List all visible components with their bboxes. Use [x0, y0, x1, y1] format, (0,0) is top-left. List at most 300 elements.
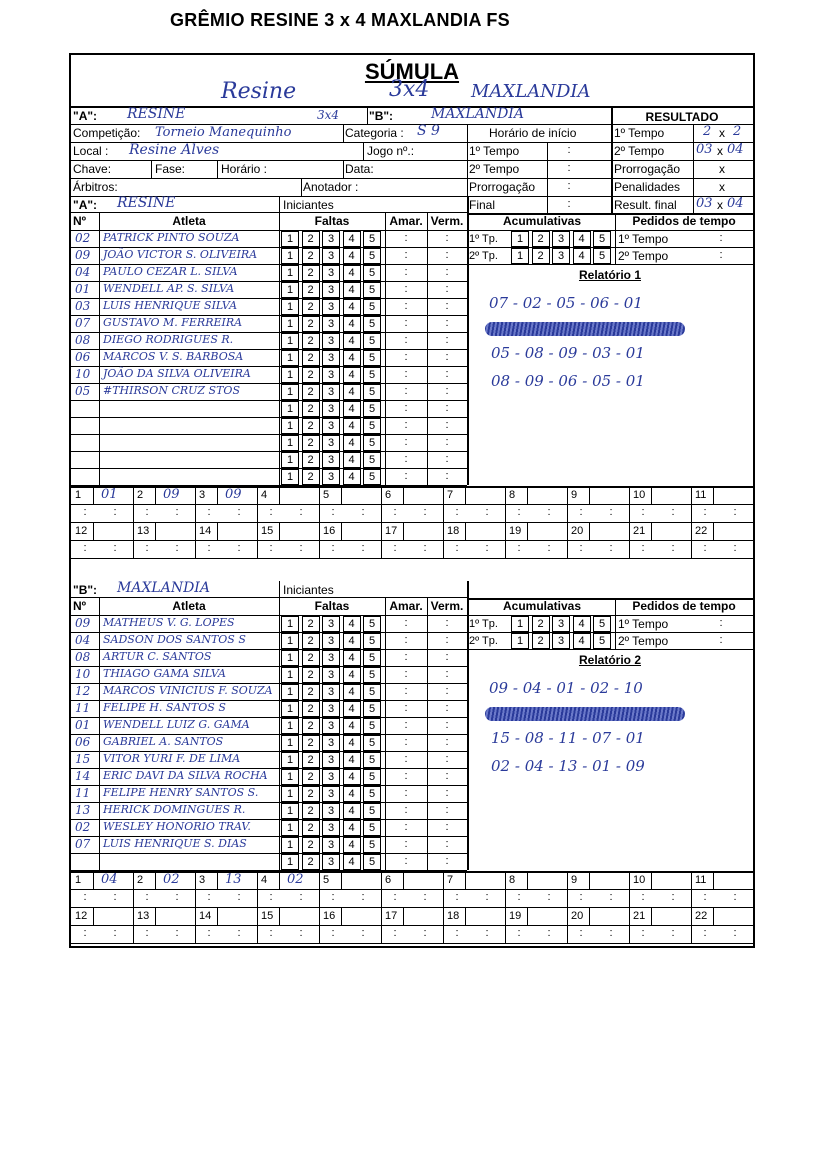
athlete-name: ARTUR C. SANTOS: [103, 650, 212, 663]
athlete-number: 02: [75, 231, 91, 245]
acumulativa-box: 3: [552, 633, 570, 649]
handwritten-team-b: MAXLANDIA: [471, 81, 591, 102]
athlete-number: 06: [75, 735, 91, 749]
divider: [71, 597, 467, 598]
falta-box: 3: [322, 316, 340, 332]
athlete-name: VITOR YURI F. DE LIMA: [103, 752, 241, 765]
divider: [651, 522, 652, 540]
falta-box: 1: [281, 820, 299, 836]
acumulativa-box: 1: [511, 633, 529, 649]
goal-time-colon: :: [299, 506, 303, 518]
res-final-a: 03: [696, 196, 713, 211]
amar-colon: :: [404, 855, 408, 867]
divider: [403, 907, 404, 925]
falta-box: 3: [322, 333, 340, 349]
divider: [467, 213, 753, 215]
verm-colon: :: [445, 804, 449, 816]
goal-time-colon: :: [455, 891, 459, 903]
goal-time-colon: :: [703, 891, 707, 903]
falta-box: 3: [322, 231, 340, 247]
goal-time-colon: :: [361, 542, 365, 554]
goal-athlete-number: 09: [163, 487, 180, 502]
divider: [93, 907, 94, 925]
falta-box: 3: [322, 265, 340, 281]
falta-box: 1: [281, 718, 299, 734]
athlete-number: 08: [75, 650, 91, 664]
acumulativa-box: 1: [511, 616, 529, 632]
goal-time-colon: :: [361, 891, 365, 903]
verm-colon: :: [445, 419, 449, 431]
falta-box: 1: [281, 350, 299, 366]
acumulativa-period-label: 1º Tp.: [469, 233, 498, 245]
acumulativa-box: 3: [552, 616, 570, 632]
goal-athlete-number: 01: [101, 487, 118, 502]
falta-box: 1: [281, 231, 299, 247]
falta-box: 4: [343, 384, 361, 400]
athlete-name: FELIPE HENRY SANTOS S.: [103, 786, 259, 799]
verm-colon: :: [445, 753, 449, 765]
goal-time-colon: :: [113, 542, 117, 554]
amar-header: Amar.: [389, 599, 423, 613]
falta-box: 2: [302, 248, 320, 264]
local-value: Resine Alves: [129, 142, 220, 158]
pedidos-header: Pedidos de tempo: [632, 214, 736, 228]
goal-time-colon: :: [361, 506, 365, 518]
goal-index: 5: [323, 874, 330, 886]
res-prorrogacao-value: x: [719, 162, 725, 176]
falta-box: 4: [343, 786, 361, 802]
goal-athlete-number: 02: [163, 872, 180, 887]
res-penalidades-label: Penalidades: [614, 180, 681, 194]
athlete-number: 14: [75, 769, 91, 783]
falta-box: 5: [363, 616, 381, 632]
row-divider: [71, 451, 467, 452]
verm-colon: :: [445, 334, 449, 346]
res-final-x: x: [717, 198, 723, 212]
goal-time-colon: :: [641, 891, 645, 903]
falta-box: 4: [343, 667, 361, 683]
amar-colon: :: [404, 617, 408, 629]
acumulativa-period-label: 2º Tp.: [469, 635, 498, 647]
falta-box: 1: [281, 769, 299, 785]
divider: [465, 486, 466, 504]
goal-time-colon: :: [299, 891, 303, 903]
athlete-name: MARCOS VINICIUS F. SOUZA: [103, 684, 273, 697]
goal-index: 4: [261, 874, 268, 886]
goal-time-colon: :: [83, 927, 87, 939]
divider: [467, 649, 753, 650]
falta-box: 1: [281, 282, 299, 298]
falta-box: 2: [302, 282, 320, 298]
goal-index: 10: [633, 489, 646, 501]
goal-time-colon: :: [145, 542, 149, 554]
amar-header: Amar.: [389, 214, 423, 228]
athlete-number: 01: [75, 718, 91, 732]
numero-header: Nº: [73, 214, 87, 228]
faltas-header: Faltas: [314, 214, 350, 228]
goal-time-colon: :: [237, 542, 241, 554]
goal-time-colon: :: [361, 927, 365, 939]
goal-time-colon: :: [641, 506, 645, 518]
acumulativa-box: 5: [593, 248, 611, 264]
divider: [465, 907, 466, 925]
hi-2tempo-colon: :: [567, 162, 571, 174]
falta-box: 3: [322, 299, 340, 315]
goal-time-colon: :: [207, 891, 211, 903]
falta-box: 2: [302, 701, 320, 717]
row-divider: [71, 853, 467, 854]
athlete-number: 10: [75, 667, 91, 681]
atleta-header: Atleta: [172, 214, 206, 228]
goal-index: 5: [323, 489, 330, 501]
goal-time-colon: :: [671, 506, 675, 518]
falta-box: 4: [343, 265, 361, 281]
goal-index: 1: [75, 874, 82, 886]
falta-box: 4: [343, 803, 361, 819]
team-a-label: "A":: [73, 109, 98, 123]
row-divider: [71, 417, 467, 418]
falta-box: 5: [363, 248, 381, 264]
hi-final-colon: :: [567, 198, 571, 210]
goal-index: 22: [695, 910, 708, 922]
goal-index: 20: [571, 525, 584, 537]
falta-box: 3: [322, 735, 340, 751]
falta-box: 2: [302, 333, 320, 349]
falta-box: 4: [343, 854, 361, 870]
amar-colon: :: [404, 266, 408, 278]
amar-colon: :: [404, 419, 408, 431]
pedido-colon: :: [719, 634, 723, 646]
falta-box: 3: [322, 401, 340, 417]
hi-1tempo-label: 1º Tempo: [469, 144, 520, 158]
falta-box: 4: [343, 401, 361, 417]
falta-box: 4: [343, 752, 361, 768]
divider: [217, 522, 218, 540]
acumulativa-box: 4: [573, 633, 591, 649]
verm-colon: :: [445, 351, 449, 363]
falta-box: 5: [363, 786, 381, 802]
verm-colon: :: [445, 770, 449, 782]
goal-index: 9: [571, 489, 578, 501]
divider: [713, 907, 714, 925]
falta-box: 2: [302, 231, 320, 247]
divider: [713, 871, 714, 889]
res-2tempo-x: x: [717, 144, 723, 158]
goal-index: 13: [137, 525, 150, 537]
res-1tempo-x: x: [719, 126, 725, 140]
falta-box: 4: [343, 350, 361, 366]
goal-index: 15: [261, 910, 274, 922]
goal-index: 6: [385, 874, 392, 886]
goal-index: 17: [385, 525, 398, 537]
divider: [71, 925, 753, 926]
athlete-name: ERIC DAVI DA SILVA ROCHA: [103, 769, 268, 782]
falta-box: 2: [302, 650, 320, 666]
falta-box: 5: [363, 265, 381, 281]
falta-box: 5: [363, 231, 381, 247]
pedido-colon: :: [719, 617, 723, 629]
res-2tempo-label: 2º Tempo: [614, 144, 665, 158]
falta-box: 2: [302, 633, 320, 649]
hi-1tempo-colon: :: [567, 144, 571, 156]
goal-time-colon: :: [641, 927, 645, 939]
falta-box: 5: [363, 684, 381, 700]
goal-index: 22: [695, 525, 708, 537]
goal-time-colon: :: [175, 891, 179, 903]
acumulativa-box: 4: [573, 616, 591, 632]
divider: [341, 907, 342, 925]
goal-time-colon: :: [455, 927, 459, 939]
res-2tempo-b: 04: [727, 142, 744, 157]
goal-time-colon: :: [237, 506, 241, 518]
falta-box: 5: [363, 435, 381, 451]
goal-time-colon: :: [175, 506, 179, 518]
divider: [93, 486, 94, 504]
falta-box: 4: [343, 299, 361, 315]
goal-index: 2: [137, 489, 144, 501]
acumulativa-period-label: 1º Tp.: [469, 618, 498, 630]
fase-label: Fase:: [155, 162, 186, 176]
goal-time-colon: :: [175, 542, 179, 554]
row-divider: [71, 468, 467, 469]
relatorio-title: Relatório 2: [578, 653, 641, 667]
falta-box: 3: [322, 350, 340, 366]
athlete-number: 06: [75, 350, 91, 364]
acumulativas-header: Acumulativas: [502, 214, 582, 228]
goal-time-colon: :: [269, 891, 273, 903]
athlete-number: 09: [75, 616, 91, 630]
acumulativa-period-label: 2º Tp.: [469, 250, 498, 262]
falta-box: 3: [322, 616, 340, 632]
chave-label: Chave:: [73, 162, 112, 176]
falta-box: 5: [363, 820, 381, 836]
goal-time-colon: :: [83, 891, 87, 903]
amar-colon: :: [404, 634, 408, 646]
athlete-number: 05: [75, 384, 91, 398]
acumulativa-box: 2: [532, 231, 550, 247]
athlete-number: 02: [75, 820, 91, 834]
relatorio-line: 07 - 02 - 05 - 06 - 01: [489, 294, 643, 312]
sumula-sheet: [69, 53, 755, 948]
amar-colon: :: [404, 821, 408, 833]
divider: [217, 907, 218, 925]
amar-colon: :: [404, 753, 408, 765]
divider: [753, 871, 754, 907]
falta-box: 3: [322, 650, 340, 666]
falta-box: 4: [343, 333, 361, 349]
amar-colon: :: [404, 317, 408, 329]
goal-index: 4: [261, 489, 268, 501]
falta-box: 3: [322, 282, 340, 298]
goal-index: 11: [695, 874, 707, 886]
goal-time-colon: :: [331, 506, 335, 518]
divider: [465, 871, 466, 889]
goal-time-colon: :: [393, 927, 397, 939]
goal-index: 1: [75, 489, 82, 501]
athlete-number: 12: [75, 684, 91, 698]
athlete-name: FELIPE H. SANTOS S: [103, 701, 226, 714]
goal-time-colon: :: [207, 542, 211, 554]
iniciantes-label: Iniciantes: [283, 198, 334, 212]
team-label: "A":: [73, 198, 98, 212]
falta-box: 1: [281, 265, 299, 281]
horario-label: Horário :: [221, 162, 268, 176]
divider: [155, 486, 156, 504]
falta-box: 5: [363, 667, 381, 683]
falta-box: 3: [322, 718, 340, 734]
falta-box: 5: [363, 401, 381, 417]
athlete-number: 11: [75, 786, 91, 800]
goal-index: 21: [633, 525, 646, 537]
goal-time-colon: :: [733, 927, 737, 939]
local-label: Local :: [73, 144, 109, 158]
amar-colon: :: [404, 685, 408, 697]
amar-colon: :: [404, 787, 408, 799]
falta-box: 3: [322, 469, 340, 485]
athlete-name: DIEGO RODRIGUES R.: [103, 333, 234, 346]
divider: [467, 264, 753, 265]
falta-box: 3: [322, 418, 340, 434]
falta-box: 2: [302, 350, 320, 366]
goal-time-colon: :: [83, 542, 87, 554]
athlete-name: #THIRSON CRUZ STOS: [103, 384, 240, 397]
acumulativa-box: 2: [532, 616, 550, 632]
amar-colon: :: [404, 719, 408, 731]
acumulativas-header: Acumulativas: [502, 599, 582, 613]
falta-box: 3: [322, 752, 340, 768]
amar-colon: :: [404, 283, 408, 295]
goal-time-colon: :: [83, 506, 87, 518]
categoria-value: S 9: [417, 123, 440, 139]
acumulativa-box: 3: [552, 231, 570, 247]
falta-box: 1: [281, 854, 299, 870]
divider: [403, 871, 404, 889]
goal-time-colon: :: [579, 891, 583, 903]
falta-box: 1: [281, 633, 299, 649]
falta-box: 2: [302, 769, 320, 785]
amar-colon: :: [404, 300, 408, 312]
falta-box: 1: [281, 616, 299, 632]
verm-colon: :: [445, 232, 449, 244]
goal-time-colon: :: [733, 542, 737, 554]
divider: [279, 907, 280, 925]
falta-box: 2: [302, 452, 320, 468]
goal-time-colon: :: [393, 891, 397, 903]
verm-colon: :: [445, 668, 449, 680]
atleta-header: Atleta: [172, 599, 206, 613]
res-final-label: Result. final: [614, 198, 677, 212]
team-name: RESINE: [117, 195, 176, 211]
falta-box: 4: [343, 435, 361, 451]
athlete-name: MATHEUS V. G. LOPES: [103, 616, 235, 629]
verm-colon: :: [445, 470, 449, 482]
verm-header: Verm.: [430, 599, 464, 613]
acumulativa-box: 5: [593, 616, 611, 632]
athlete-number: 08: [75, 333, 91, 347]
goal-athlete-number: 09: [225, 487, 242, 502]
goal-time-colon: :: [703, 927, 707, 939]
goal-index: 18: [447, 525, 460, 537]
relatorio-title: Relatório 1: [578, 268, 641, 282]
verm-colon: :: [445, 821, 449, 833]
falta-box: 2: [302, 265, 320, 281]
res-1tempo-label: 1º Tempo: [614, 126, 665, 140]
divider: [341, 522, 342, 540]
goal-time-colon: :: [609, 927, 613, 939]
falta-box: 2: [302, 316, 320, 332]
competicao-value: Torneio Manequinho: [155, 125, 292, 140]
athlete-name: THIAGO GAMA SILVA: [103, 667, 226, 680]
falta-box: 5: [363, 650, 381, 666]
verm-colon: :: [445, 436, 449, 448]
acumulativa-box: 5: [593, 231, 611, 247]
falta-box: 1: [281, 735, 299, 751]
falta-box: 4: [343, 684, 361, 700]
verm-colon: :: [445, 249, 449, 261]
divider: [589, 486, 590, 504]
athlete-number: 11: [75, 701, 91, 715]
falta-box: 4: [343, 616, 361, 632]
goal-index: 3: [199, 874, 206, 886]
team-a-score-note: 3x4: [317, 108, 340, 122]
horario-inicio-label: Horário de início: [489, 126, 577, 140]
verm-colon: :: [445, 317, 449, 329]
goal-time-colon: :: [579, 927, 583, 939]
goal-time-colon: :: [299, 927, 303, 939]
falta-box: 4: [343, 633, 361, 649]
goal-time-colon: :: [393, 542, 397, 554]
goal-index: 17: [385, 910, 398, 922]
divider: [93, 871, 94, 889]
amar-colon: :: [404, 702, 408, 714]
athlete-name: SADSON DOS SANTOS S: [103, 633, 246, 646]
falta-box: 5: [363, 735, 381, 751]
falta-box: 5: [363, 718, 381, 734]
falta-box: 3: [322, 820, 340, 836]
amar-colon: :: [404, 804, 408, 816]
acumulativa-box: 1: [511, 248, 529, 264]
falta-box: 1: [281, 248, 299, 264]
falta-box: 5: [363, 367, 381, 383]
goal-time-colon: :: [393, 506, 397, 518]
divider: [279, 486, 280, 504]
falta-box: 3: [322, 248, 340, 264]
goal-athlete-number: 02: [287, 872, 304, 887]
falta-box: 1: [281, 316, 299, 332]
falta-box: 5: [363, 282, 381, 298]
verm-colon: :: [445, 402, 449, 414]
divider: [279, 871, 280, 889]
athlete-number: 03: [75, 299, 91, 313]
divider: [589, 522, 590, 540]
falta-box: 1: [281, 650, 299, 666]
divider: [403, 486, 404, 504]
iniciantes-label: Iniciantes: [283, 583, 334, 597]
athlete-number: 04: [75, 633, 91, 647]
verm-colon: :: [445, 266, 449, 278]
goal-index: 7: [447, 874, 454, 886]
falta-box: 2: [302, 854, 320, 870]
goal-index: 18: [447, 910, 460, 922]
falta-box: 2: [302, 684, 320, 700]
goal-time-colon: :: [485, 542, 489, 554]
amar-colon: :: [404, 368, 408, 380]
relatorio-line: 02 - 04 - 13 - 01 - 09: [491, 757, 645, 775]
goal-time-colon: :: [299, 542, 303, 554]
goal-time-colon: :: [269, 506, 273, 518]
falta-box: 1: [281, 367, 299, 383]
divider: [651, 907, 652, 925]
